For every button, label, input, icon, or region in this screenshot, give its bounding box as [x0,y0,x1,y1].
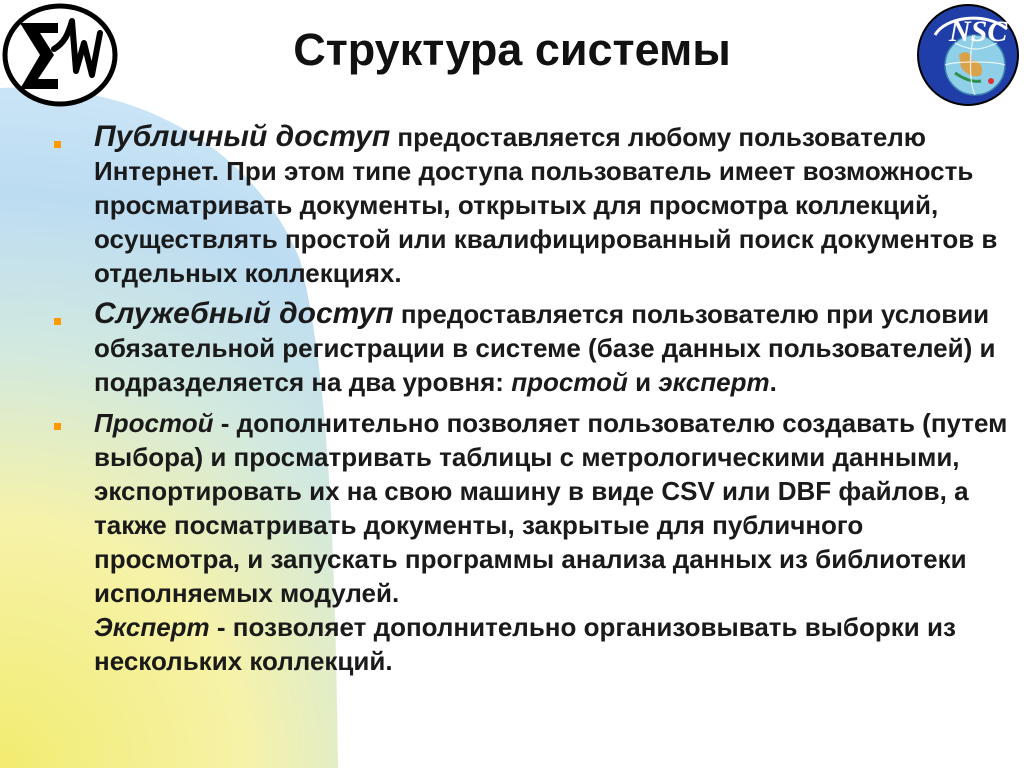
term-service-access: Служебный доступ [94,297,394,330]
description: предоставляется любому пользователю Интернет. При этом типе доступа пользователь имеет возможность просматривать документы, открытых для просмотра коллекций, осуществлять простой или квалифицированный поиск документов в отдельных коллекциях. [94,122,998,288]
conjunction: и [627,367,659,397]
nsc-globe-logo [915,3,1021,107]
slide-content [54,120,1014,678]
paragraph-expert [94,610,1014,678]
paragraph [94,297,1014,399]
period: . [769,367,777,397]
bullet-icon [54,141,61,148]
level-simple: простой [511,367,628,397]
level-expert: эксперт [658,367,770,397]
slide-title: Структура системы [293,24,731,75]
bullet-icon [54,423,61,430]
list-item-public-access [54,120,1014,290]
globe-icon [915,3,1021,107]
nsc-logo-text: NSC [949,15,1008,48]
bullet-icon [54,318,61,325]
description-simple: - дополнительно позволяет пользователю создавать (путем выбора) и просматривать таблицы с метрологическими данными, экспортировать их на свою машину в виде CSV или DBF файлов, а также посматривать документы, закрытые для публичного просмотра, и запускать программы анализа данных из библиотеки исполняемых модулей. [94,408,1008,608]
term-expert: Эксперт [94,612,210,642]
description: предоставляется пользователю при условии обязательной регистрации в системе (базе данных пользователей) и подразделяется на два уровня: [94,299,996,397]
description-expert: - позволяет дополнительно организовывать выборки из нескольких коллекций. [94,612,956,676]
paragraph [94,120,1014,290]
list-item-service-access [54,297,1014,399]
term-public-access: Публичный доступ [94,120,391,153]
term-simple: Простой [94,408,214,438]
list-item-levels [54,406,1014,678]
paragraph-simple [94,406,1014,610]
